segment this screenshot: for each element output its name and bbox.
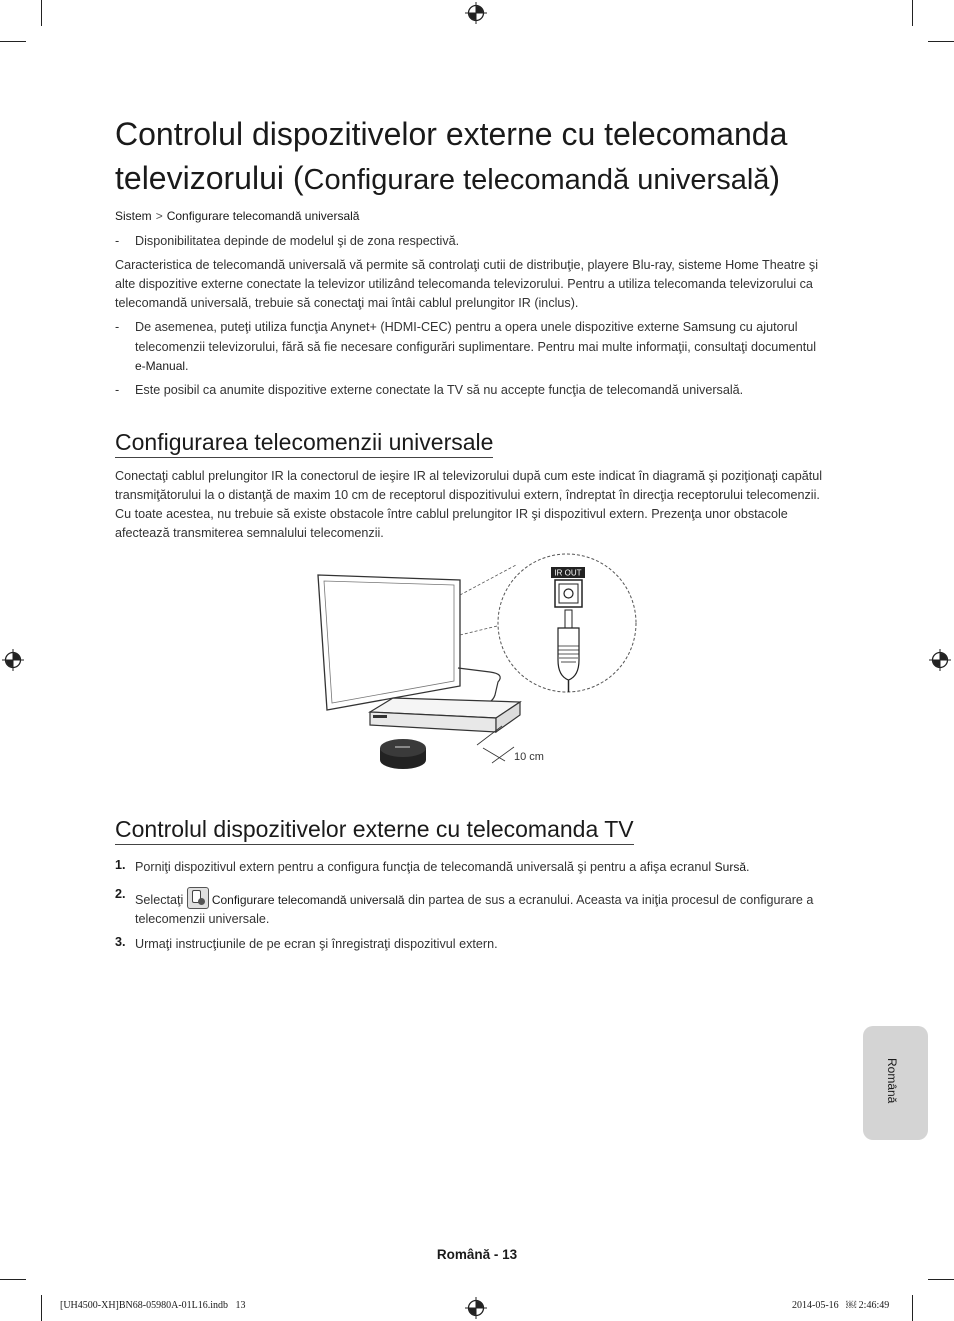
page-title [115, 112, 895, 202]
step-item [115, 935, 845, 955]
note-incompatible [115, 381, 845, 401]
ir-out-label: IR OUT [554, 568, 582, 578]
intro-line: telecomandă universală, trebuie să conectaţi mai întâi cablul prelungitor IR (inclus). [115, 296, 579, 310]
note-availability [115, 232, 835, 252]
e-manual-reference: e-Manual [135, 359, 186, 373]
note-anynet-period: . [185, 359, 189, 373]
section-heading-controlul: Controlul dispozitivelor externe cu telecomanda TV [115, 815, 634, 845]
intro-line: alte dispozitive externe conectate la televizor utilizând telecomanda televizorului. Pentru a utiliza telecomanda televizorului ca [115, 277, 813, 291]
note-anynet-line [135, 357, 845, 377]
title-line-2-small: Configurare telecomandă universală [303, 164, 770, 196]
intro-line: Caracteristica de telecomandă universală vă permite să controlaţi cutii de distribuţie, playere Blu-ray, sisteme Home Theatre şi [115, 258, 818, 272]
crop-mark [912, 1295, 913, 1321]
step-text-line: telecomenzii universale. [135, 912, 270, 926]
ui-reference-configurare: Configurare telecomandă universală [211, 893, 405, 907]
step-text-part: din partea de sus a ecranului. Aceasta va iniţia procesul de configurare a [404, 893, 814, 907]
breadcrumb-item-configurare: Configurare telecomandă universală [166, 209, 360, 223]
crop-mark [41, 1295, 42, 1321]
side-tab-label: Română [885, 1058, 899, 1104]
section-controlul [115, 815, 634, 845]
crop-mark [0, 41, 26, 42]
registration-mark-icon [929, 649, 951, 671]
registration-mark-icon [2, 649, 24, 671]
step-text [135, 858, 750, 877]
note-anynet-line: De asemenea, puteţi utiliza funcţia Anynet+ (HDMI-CEC) pentru a opera unele dispozitive externe Samsung cu ajutorul [135, 320, 798, 334]
breadcrumb [115, 209, 359, 223]
title-line-2-main: televizorului ( [115, 160, 304, 196]
crop-mark [912, 0, 913, 26]
remote-settings-icon [187, 887, 209, 909]
step-item [115, 887, 845, 927]
step-text [135, 887, 845, 929]
step-text-part: Selectaţi [135, 893, 187, 907]
title-line-1: Controlul dispozitivelor externe cu telecomanda [115, 116, 788, 152]
step-number: 1. [115, 858, 126, 872]
note-dash: - [115, 234, 120, 248]
language-side-tab [863, 1026, 928, 1140]
crop-mark [928, 1279, 954, 1280]
title-line-2-end: ) [769, 160, 781, 196]
note-incompatible-text: Este posibil ca anumite dispozitive externe conectate la TV să nu accepte funcţia de telecomandă universală. [135, 383, 744, 397]
note-anynet [115, 318, 845, 378]
crop-mark [0, 1279, 26, 1280]
section-configurarea-line: Conectaţi cablul prelungitor IR la conectorul de ieşire IR al televizorului după cum este indicat în diagramă şi poziţionaţi capătul [115, 469, 823, 483]
step-text-part: . [746, 860, 750, 874]
note-availability-text: Disponibilitatea depinde de modelul şi de zona respectivă. [135, 234, 460, 248]
step-number: 3. [115, 935, 126, 949]
breadcrumb-item-sistem: Sistem [115, 209, 152, 223]
page-footer: Română - 13 [436, 1247, 518, 1262]
section-configurarea-line: afectează transmiterea semnalului telecomenzii. [115, 526, 384, 540]
step-text: Urmaţi instrucţiunile de pe ecran şi înregistraţi dispozitivul extern. [135, 937, 498, 951]
step-number: 2. [115, 887, 126, 901]
ir-extender-diagram [300, 550, 645, 780]
note-anynet-line: telecomenzii televizorului, fără să fie necesare configurări suplimentare. Pentru mai multe informaţii, consultaţi documentul [135, 339, 817, 354]
note-anynet-text [135, 318, 845, 377]
crop-mark [928, 41, 954, 42]
note-dash: - [115, 383, 120, 397]
distance-label: 10 cm [514, 751, 544, 763]
step-item [115, 858, 845, 878]
registration-mark-icon [465, 2, 487, 24]
step-list [115, 858, 845, 958]
intro-paragraph [115, 256, 845, 313]
section-configurarea-line: Cu toate acestea, nu trebuie să existe obstacole între cablul prelungitor IR şi dispozitivul extern. Prezenţa unor obstacole [115, 507, 788, 521]
tv-illustration [318, 575, 460, 710]
note-dash: - [115, 320, 120, 334]
crop-mark [41, 0, 42, 26]
print-slug-right: 2014-05-16 ￼ 2:46:49 [792, 1300, 890, 1311]
section-configurarea [115, 428, 493, 458]
breadcrumb-separator: > [155, 209, 163, 223]
step-text-part: Porniţi dispozitivul extern pentru a configura funcţia de telecomandă universală şi pentru a afişa ecranul [135, 860, 715, 874]
title-line-2 [115, 156, 895, 202]
section-heading-configurarea: Configurarea telecomenzii universale [115, 428, 493, 458]
print-slug-left: [UH4500-XH]BN68-05980A-01L16.indb 13 [60, 1300, 246, 1311]
ir-blaster-illustration [380, 739, 426, 769]
registration-mark-icon [465, 1297, 487, 1319]
ui-reference-sursa: Sursă [714, 860, 747, 874]
external-device-illustration [370, 698, 520, 732]
section-configurarea-line: transmiţătorului la o distanţă de maxim 10 cm de receptorul dispozitivului extern, îndreptat în direcţia receptorului telecomenzii. [115, 488, 820, 502]
step-text-line [135, 887, 845, 910]
section-configurarea-paragraph [115, 467, 845, 543]
